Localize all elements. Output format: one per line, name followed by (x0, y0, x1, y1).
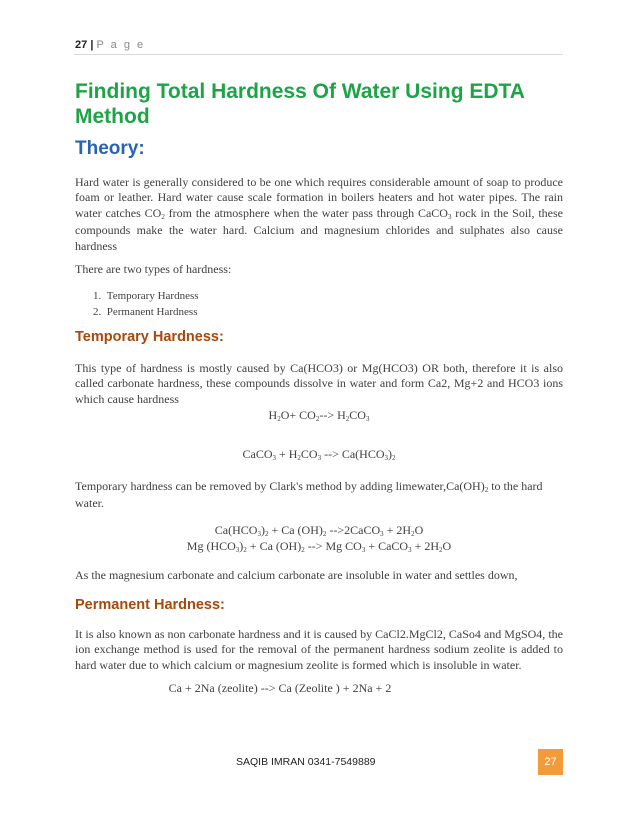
theory-paragraph: Hard water is generally considered to be one which requires considerable amount of soap to produce foam or leather. Hard water cause scale formation in boilers heaters and hot water pipes. The rain water catches $CO_2$ from the atmosphere when the water pass through CaCO$_3$ rock in the Soil, these compounds make the water hard. Calcium and magnesium chlorides and sulphates also cause hardness (75, 175, 563, 253)
equation-4: Mg $(HCO_3)_2 + Ca$ $(OH)_2$ --> Mg $CO_3$ + CaCO$_3$ + $2H_2O$ (186, 539, 452, 554)
equation-2: CaCO$_3$ + $H_2CO_3$ --> $Ca(HCO_3)_2$ (242, 447, 396, 462)
header-separator: | (90, 39, 94, 51)
hardness-types-list (93, 288, 199, 320)
footer-page-badge: 27 (538, 749, 563, 775)
list-item: 2. Permanent Hardness (93, 306, 198, 318)
temporary-heading: Temporary Hardness: (75, 329, 224, 345)
list-item: 1. Temporary Hardness (93, 290, 199, 302)
theory-heading: Theory: (75, 138, 145, 159)
settle-paragraph: As the magnesium carbonate and calcium carbonate are insoluble in water and settles down, (75, 568, 518, 582)
temporary-paragraph: This type of hardness is mostly caused by Ca(HCO3) or Mg(HCO3) OR both, therefore it is also called carbonate hardness, these compounds dissolve in water and form Ca2, Mg+2 and HCO3 ions which cause hardness (75, 361, 563, 406)
equation-1: $H_2O+ CO_2--> H_2CO_3$ (268, 408, 370, 423)
removal-paragraph: Temporary hardness can be removed by Clark's method by adding $limewater,Ca(OH)_2$ to the hard water. (75, 479, 543, 511)
permanent-heading: Permanent Hardness: (75, 597, 225, 613)
header-page-word: P a g e (96, 39, 146, 51)
permanent-paragraph: It is also known as non carbonate hardness and it is caused by CaCl2.MgCl2, CaSo4 and MgSO4, the ion exchange method is used for the removal of the permanent hardness sodium zeolite is added to hard water due to which calcium or magnesium zeolite is formed which is insoluble in water. (75, 627, 563, 672)
header-page-number: 27 (75, 39, 88, 51)
equation-5: Ca + 2Na (zeolite) --> Ca (Zeolite ) + 2Na + 2 (168, 681, 392, 695)
page-title: Finding Total Hardness Of Water Using EDTA Method (75, 80, 525, 128)
page-header (75, 39, 145, 51)
types-intro: There are two types of hardness: (75, 262, 232, 276)
equation-3: $Ca(HCO_3)_2 + Ca$ $(OH)_2$ -->2CaCO$_3$ + $2H_2O$ (214, 523, 424, 538)
header-divider (74, 54, 563, 55)
footer-author: SAQIB IMRAN 0341-7549889 (236, 756, 376, 768)
